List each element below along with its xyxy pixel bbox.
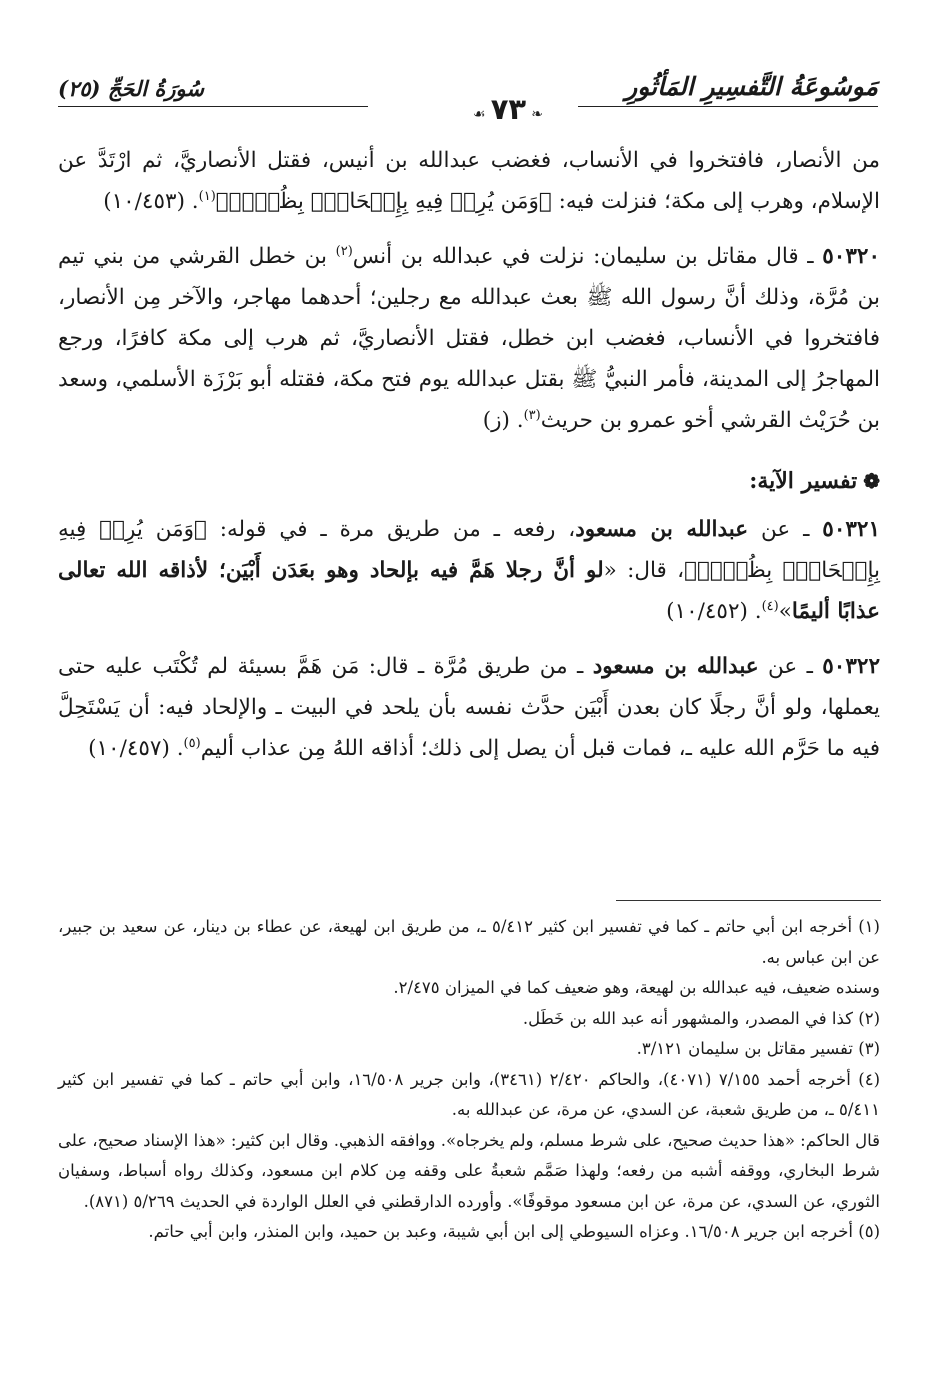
page-number: ٧٣ [490, 92, 527, 126]
ornament-icon: ☙ [473, 106, 486, 123]
hadith-text: لو أنَّ رجلا هَمَّ فيه بإلحاد وهو بعَدَن أَبْيَن؛ لأذاقه الله تعالى عذابًا أليمًا [58, 558, 880, 624]
paragraph-text: بن خطل القرشي من بني تيم بن مُرَّة، وذلك أنَّ رسول الله ﷺ بعث عبدالله مع رجلين؛ أحدهما مهاجر، والآخر مِن الأنصار، فافتخروا في الأنساب، فغضب ابن خطل، فقتل الأنصاريَّ، ثم هرب إلى مكة كافرًا، ورجع المهاجرُ إلى المدينة، فأمر النبيُّ ﷺ بقتل عبدالله يوم فتح مكة، فقتله أبو بَرْزَة الأسلمي، وسعد بن حُرَيْث القرشي أخو عمرو بن حريث [58, 244, 880, 433]
narration-number: ٥٠٣٢١ [822, 517, 881, 542]
footnote-4: (٤) أخرجه أحمد ٧/١٥٥ (٤٠٧١)، والحاكم ٢/٤٢٠ (٣٤٦١)، وابن جرير ١٦/٥٠٨، وابن أبي حاتم ـ كما في تفسير ابن كثير ٥/٤١١ ـ، من طريق شعبة، عن السدي، عن مرة، عن عبدالله به. [58, 1069, 881, 1119]
paragraph-text: ـ من طريق مُرَّة ـ قال: مَن هَمَّ بسيئة لم تُكْتَب عليه حتى يعملها، ولو أنَّ رجلًا كان بعدن أَبْيَن حدَّث نفسه بأن يلحد في البيت ـ والإلحاد فيه: أن يَسْتَحِلَّ فيه ما حَرَّم الله عليه ـ، فمات قبل أن يصل إلى ذلك؛ أذاقه اللهُ مِن عذاب أليم [58, 654, 880, 761]
paragraph-text: ، رفعه ـ من طريق مرة ـ في قوله: ﴿وَمَن يُرِدۡ فِيهِ بِإِلۡحَادِۭ بِظُلۡمٖ﴾، قال: « [58, 517, 880, 583]
book-title: مَوسُوعَةُ التَّفسِيرِ المَأثُورِ [625, 72, 878, 101]
footnote-marker: (١) [198, 188, 216, 204]
header-rule-right [568, 106, 878, 107]
narrator-name: عبدالله بن مسعود [592, 654, 759, 679]
main-text [58, 140, 880, 783]
narration-number: ٥٠٣٢٢ [822, 654, 880, 679]
paragraph-continuation [58, 140, 880, 222]
narrator-name: عبدالله بن مسعود [575, 517, 749, 542]
page-number-box [438, 92, 578, 126]
narration-50322 [58, 646, 880, 769]
paragraph-text: ـ عن [748, 517, 823, 542]
volume-reference: . (١٠/٤٥٢) [666, 599, 762, 624]
ornament-icon: ❧ [531, 106, 543, 123]
paragraph-text: ـ عن [758, 654, 823, 679]
flower-ornament-icon: ❁ [863, 469, 880, 493]
footnote-marker: (٤) [761, 598, 779, 614]
footnote-5: (٥) أخرجه ابن جرير ١٦/٥٠٨. وعزاه السيوطي إلى ابن أبي شيبة، وعبد بن حميد، وابن المنذر، وابن أبي حاتم. [148, 1222, 880, 1241]
footnote-separator [616, 900, 881, 901]
narration-50320 [58, 236, 880, 441]
footnote-3: (٣) تفسير مقاتل بن سليمان ٣/١٢١. [636, 1039, 880, 1058]
footnote-4-note: قال الحاكم: «هذا حديث صحيح، على شرط مسلم، ولم يخرجاه». ووافقه الذهبي. وقال ابن كثير: «هذا الإسناد صحيح، على شرط البخاري، ووقفه أشبه من رفعه؛ ولهذا صَمَّم شعبةُ على وقفه مِن كلام ابن مسعود، وكذلك رواه أسباط، وسفيان الثوري، عن السدي، عن مرة، عن ابن مسعود موقوفًا». وأورده الدارقطني في العلل الواردة في الحديث ٥/٢٦٩ (٨٧١). [58, 1130, 880, 1211]
narration-50321 [58, 509, 880, 632]
footnote-2: (٢) كذا في المصدر، والمشهور أنه عبد الله بن خَطَل. [522, 1008, 880, 1028]
paragraph-text: من الأنصار، فافتخروا في الأنساب، فغضب عبدالله بن أنيس، فقتل الأنصاريَّ، ثم ارْتَدَّ عن الإسلام، وهرب إلى مكة؛ فنزلت فيه: ﴿وَمَن يُرِدۡ فِيهِ بِإِلۡحَادِۭ بِظُلۡمٖ﴾ [58, 148, 880, 214]
narration-number: ٥٠٣٢٠ [822, 244, 880, 269]
header-rule-left [58, 106, 368, 107]
volume-reference: . (١٠/٤٥٣) [103, 189, 199, 214]
paragraph-text: ـ قال مقاتل بن سليمان: نزلت في عبدالله بن أنس [352, 244, 823, 269]
volume-reference: . (١٠/٤٥٧) [88, 736, 184, 761]
page-header [58, 62, 878, 124]
footnote-1-note: وسنده ضعيف، فيه عبدالله بن لهيعة، وهو ضعيف كما في الميزان ٢/٤٧٥. [393, 978, 880, 997]
footnote-marker: (٢) [335, 243, 353, 259]
section-heading [58, 461, 880, 501]
section-heading-text: تفسير الآية: [749, 468, 858, 494]
footnotes [58, 912, 880, 1248]
footnote-marker: (٣) [523, 407, 541, 423]
surah-label: سُورَةُ الحَجِّ (٢٥) [58, 76, 204, 101]
volume-reference: . (ز) [482, 408, 524, 433]
footnote-marker: (٥) [183, 735, 201, 751]
footnote-1: (١) أخرجه ابن أبي حاتم ـ كما في تفسير ابن كثير ٥/٤١٢ ـ، من طريق ابن لهيعة، عن عطاء بن دينار، عن سعيد بن جبير، عن ابن عباس به. [58, 917, 880, 967]
paragraph-text: » [778, 599, 792, 624]
